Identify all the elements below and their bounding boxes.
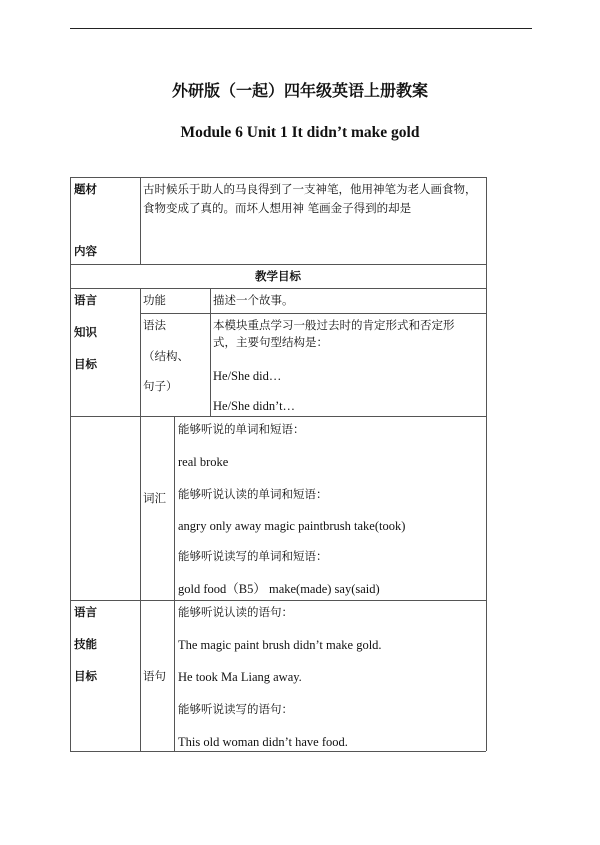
lang-skills-2: 技能 (74, 637, 97, 651)
lang-knowledge-1: 语言 (74, 293, 97, 307)
table-border (70, 177, 486, 178)
sentence-line: 能够听说认读的语句： (178, 605, 293, 619)
lang-knowledge-2: 知识 (74, 325, 97, 339)
header-rule (70, 28, 532, 29)
sentence-line: 能够听说读写的语句： (178, 702, 293, 716)
lang-skills-3: 目标 (74, 669, 97, 683)
table-border (210, 288, 211, 416)
document-title: 外研版（一起）四年级英语上册教案 (171, 81, 428, 100)
vocab-line: 能够听说读写的单词和短语： (178, 549, 328, 563)
sentence-label: 语句 (143, 669, 166, 683)
vocab-line: angry only away magic paintbrush take(took) (178, 519, 406, 533)
grammar-label-1: 语法 (143, 318, 166, 332)
grammar-label-2: （结构、 (143, 349, 189, 363)
vocab-line: 能够听说认读的单词和短语： (178, 487, 328, 501)
vocab-line: real broke (178, 455, 229, 469)
vocab-label: 词汇 (143, 491, 166, 505)
table-border (70, 177, 71, 751)
grammar-example-2: He/She didn’t… (213, 399, 296, 413)
sentence-line: This old woman didn’t have food. (178, 735, 348, 749)
vocab-line: gold food（B5） make(made) say(said) (178, 582, 380, 596)
sentence-line: He took Ma Liang away. (178, 670, 302, 684)
function-text: 描述一个故事。 (213, 293, 294, 307)
grammar-text-line1: 本模块重点学习一般过去时的肯定形式和否定形 (213, 318, 455, 332)
topic-label-2: 内容 (74, 244, 97, 258)
grammar-label-3: 句子） (143, 379, 178, 393)
topic-label-1: 题材 (74, 182, 97, 196)
vocab-line: 能够听说的单词和短语： (178, 422, 305, 436)
table-border (174, 416, 175, 751)
topic-text-line1: 古时候乐于助人的马良得到了一支神笔，他用神笔为老人画食物， (143, 182, 477, 196)
table-border (486, 177, 487, 751)
grammar-example-1: He/She did… (213, 369, 282, 383)
document-subtitle: Module 6 Unit 1 It didn’t make gold (180, 124, 420, 141)
topic-text-line2: 食物变成了真的。而坏人想用神 笔画金子得到的却是 (143, 201, 412, 215)
function-label: 功能 (143, 293, 166, 307)
table-border (70, 600, 486, 601)
table-border (70, 416, 486, 417)
sentence-line: The magic paint brush didn’t make gold. (178, 638, 382, 652)
table-border (140, 288, 141, 751)
goals-header: 教学目标 (255, 269, 301, 283)
lang-knowledge-3: 目标 (74, 357, 97, 371)
table-border (140, 177, 141, 264)
grammar-text-line2: 式，主要句型结构是： (213, 335, 328, 349)
table-border (140, 313, 486, 314)
table-border (70, 264, 486, 265)
table-border (70, 288, 486, 289)
lang-skills-1: 语言 (74, 605, 97, 619)
